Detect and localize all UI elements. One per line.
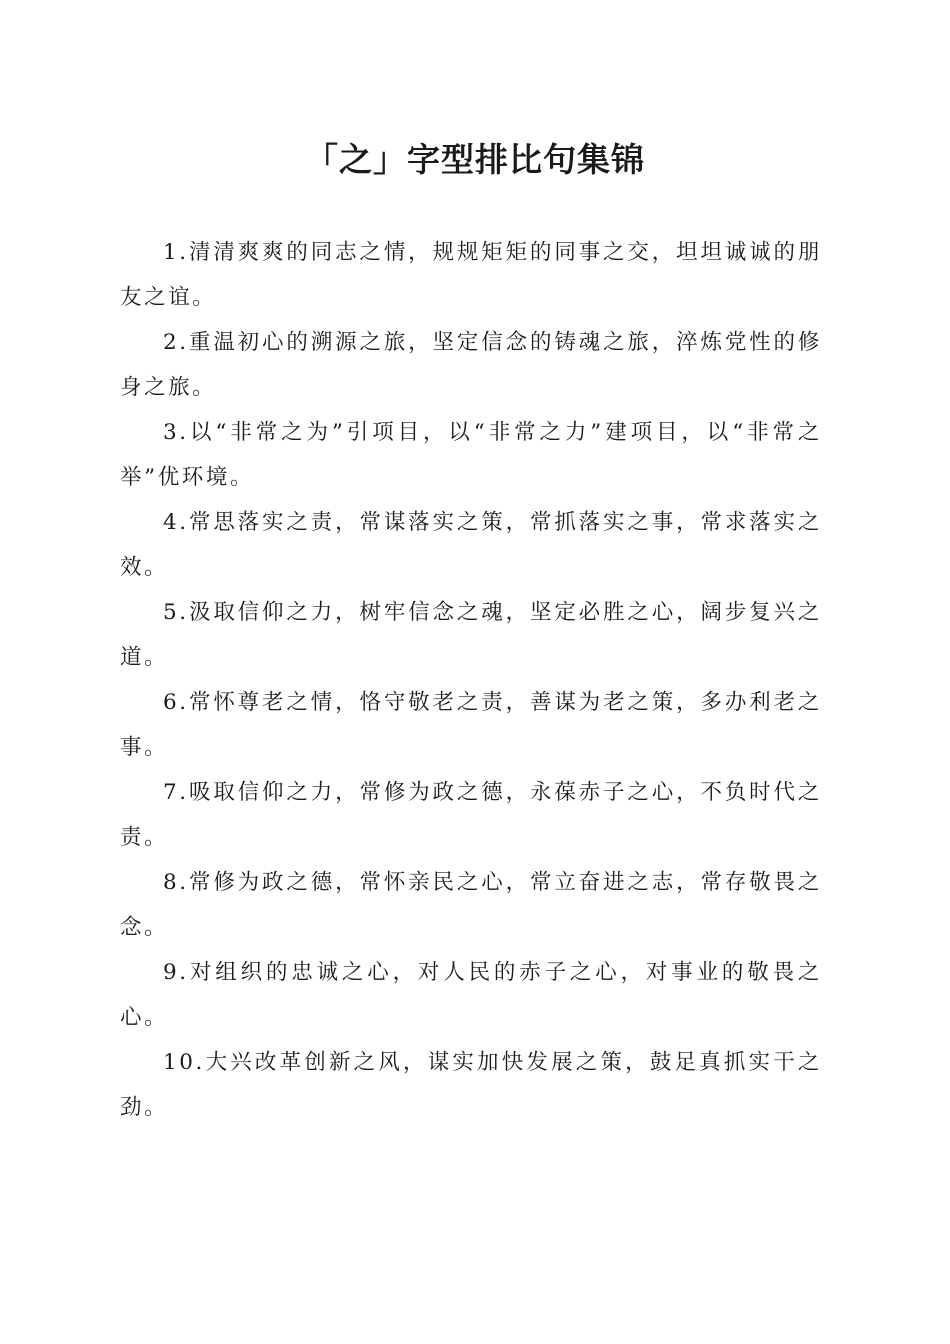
list-item-8: 8.常修为政之德，常怀亲民之心，常立奋进之志，常存敬畏之念。: [120, 870, 822, 940]
list-item-4: 4.常思落实之责，常谋落实之策，常抓落实之事，常求落实之效。: [120, 510, 822, 580]
document-body: [120, 230, 822, 1130]
list-item-9: 9.对组织的忠诚之心，对人民的赤子之心，对事业的敬畏之心。: [120, 960, 822, 1030]
list-item-3: 3.以“非常之为”引项目，以“非常之力”建项目，以“非常之举”优环境。: [120, 420, 822, 490]
list-item-5: 5.汲取信仰之力，树牢信念之魂，坚定必胜之心，阔步复兴之道。: [120, 600, 822, 670]
list-item-7: 7.吸取信仰之力，常修为政之德，永葆赤子之心，不负时代之责。: [120, 780, 822, 850]
list-item-6: 6.常怀尊老之情，恪守敬老之责，善谋为老之策，多办利老之事。: [120, 690, 822, 760]
document-title: 「之」字型排比句集锦: [305, 140, 645, 179]
list-item-2: 2.重温初心的溯源之旅，坚定信念的铸魂之旅，淬炼党性的修身之旅。: [120, 330, 822, 400]
list-item-10: 10.大兴改革创新之风，谋实加快发展之策，鼓足真抓实干之劲。: [120, 1050, 822, 1120]
list-item-1: 1.清清爽爽的同志之情，规规矩矩的同事之交，坦坦诚诚的朋友之谊。: [120, 240, 822, 310]
